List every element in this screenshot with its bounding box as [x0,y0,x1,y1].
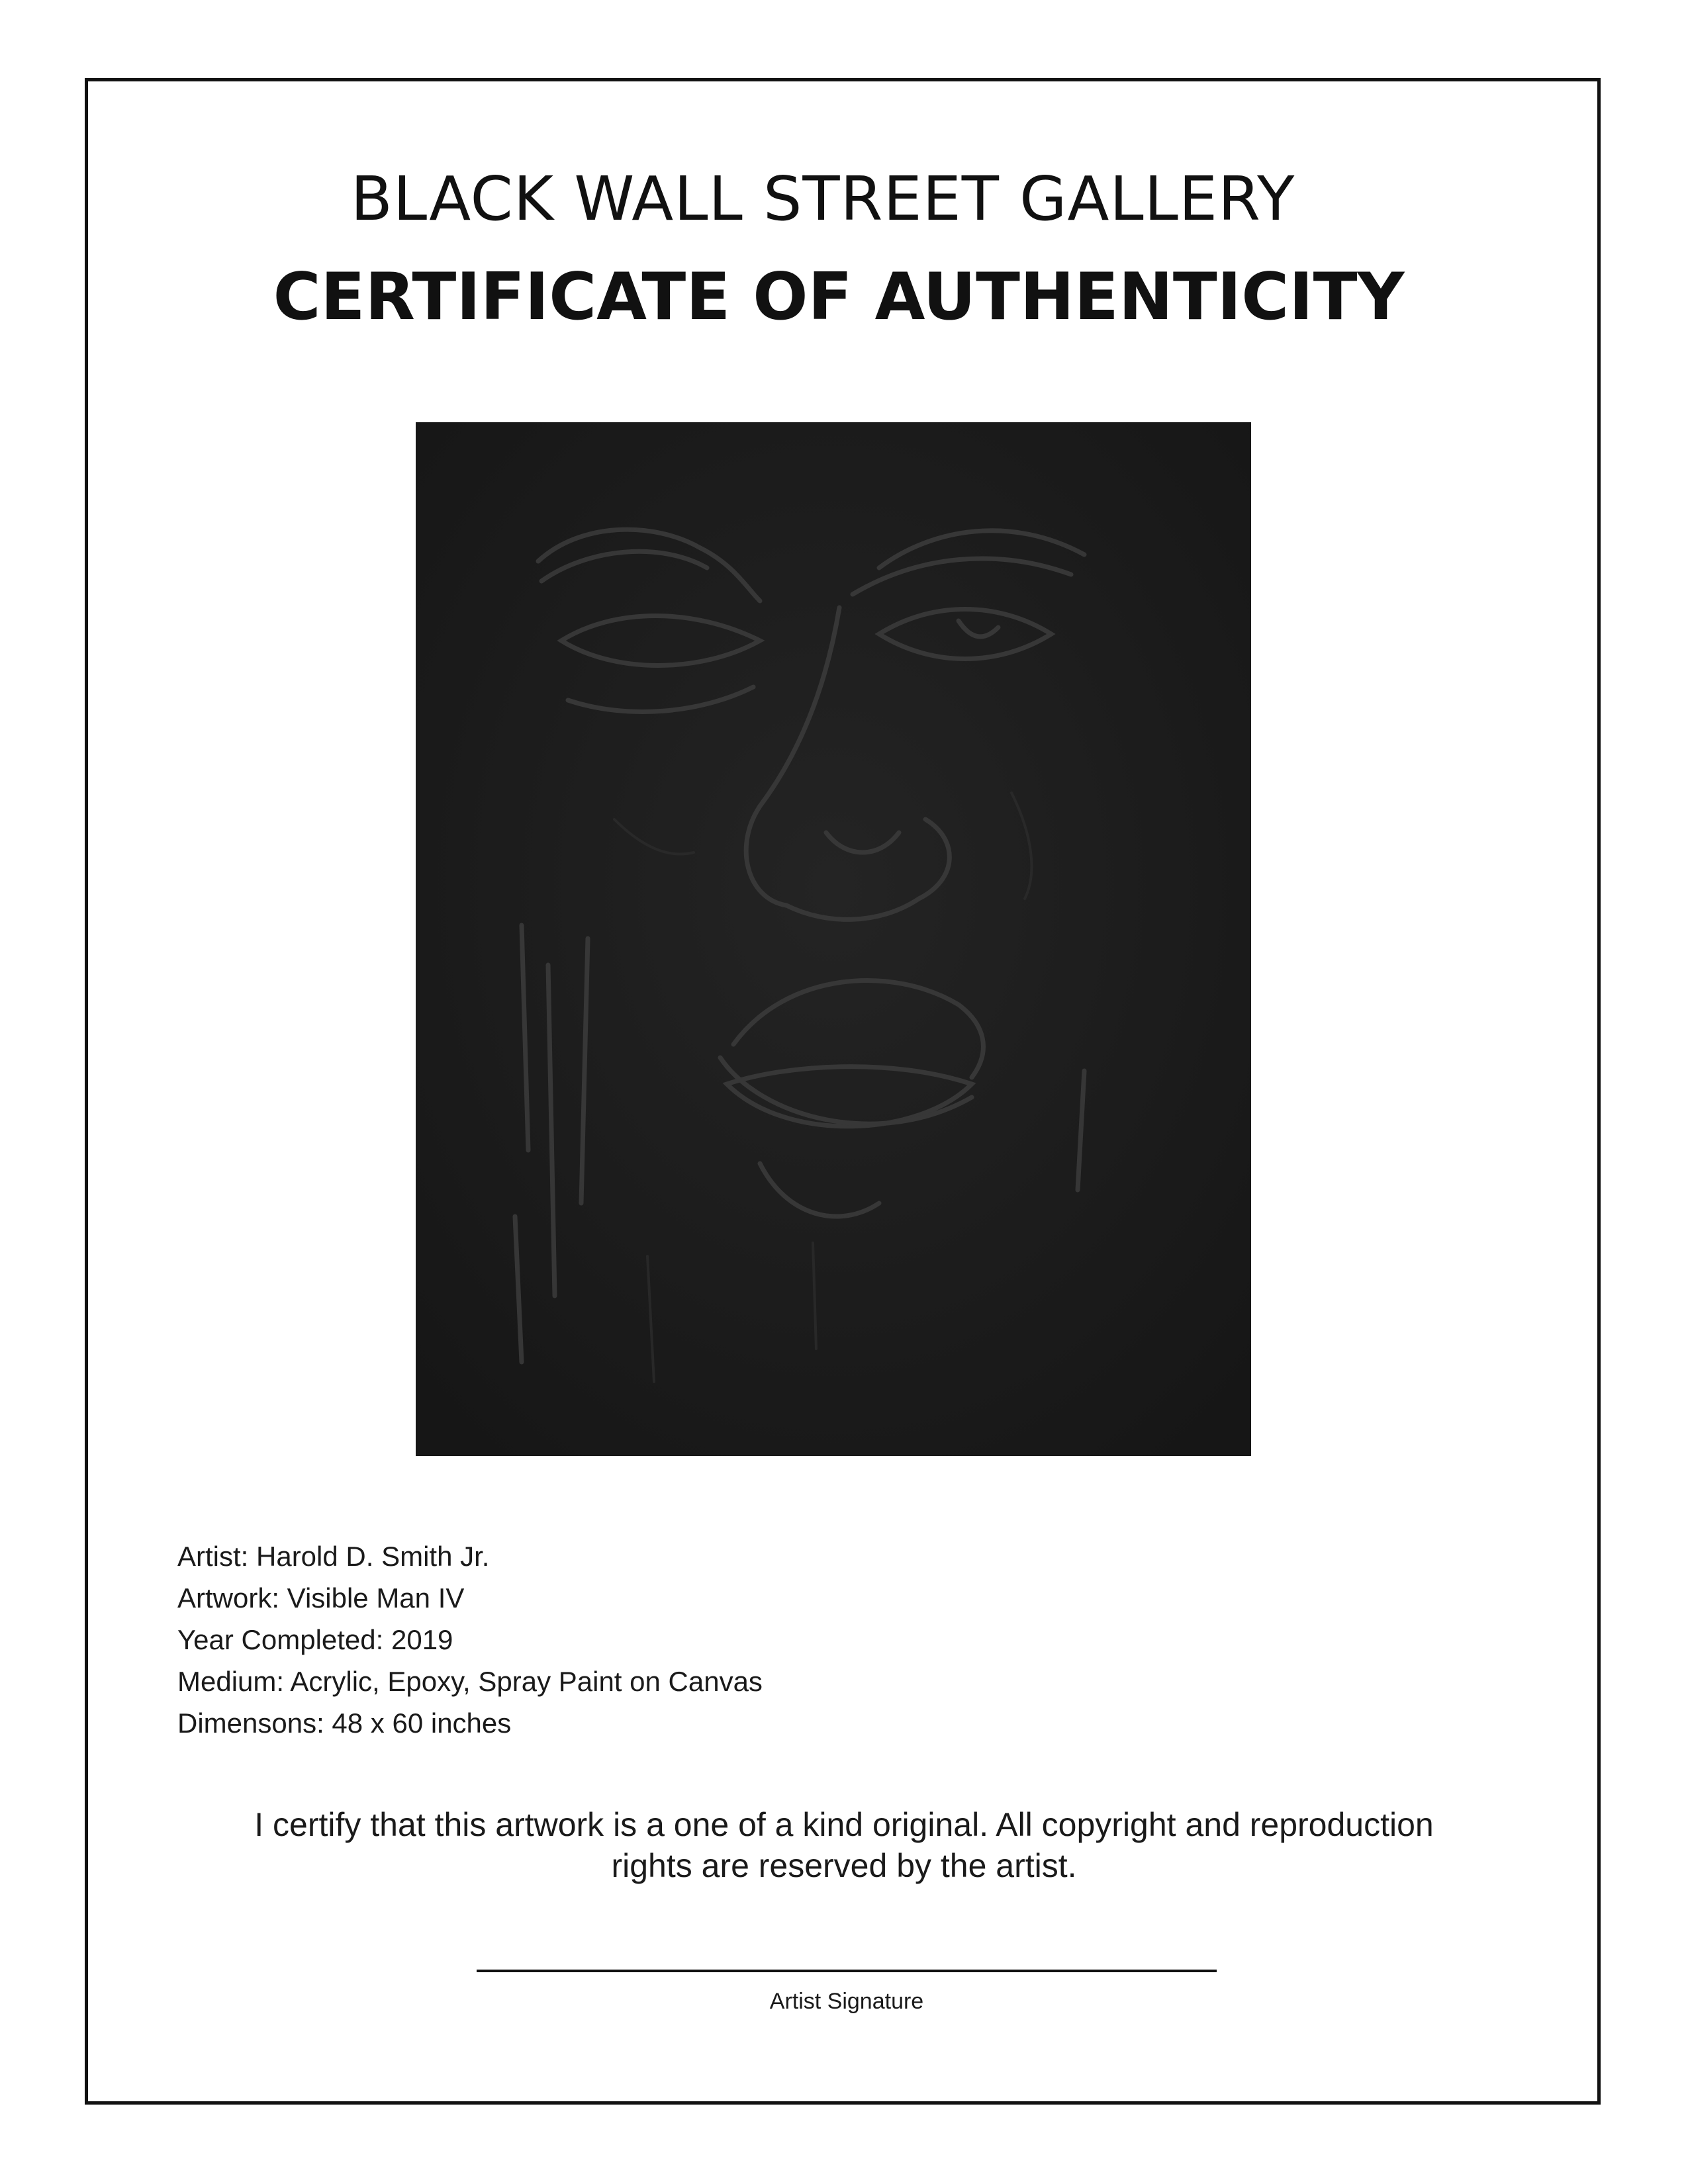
gallery-name: BLACK WALL STREET GALLERY [350,163,1295,234]
certificate-title: CERTIFICATE OF AUTHENTICITY [273,259,1405,335]
signature-line [477,1970,1217,1972]
artwork-details [177,1535,763,1744]
statement-line-1: I certify that this artwork is a one of a kind original. All copyright and reproduction [254,1806,1434,1843]
artwork-line: Artwork: Visible Man IV [177,1582,465,1614]
signature-label: Artist Signature [769,1989,924,2014]
artwork-image [416,422,1251,1456]
painting-face-icon [416,422,1251,1456]
statement-line-2: rights are reserved by the artist. [611,1847,1077,1884]
authenticity-statement [132,1804,1556,1886]
year-line: Year Completed: 2019 [177,1624,453,1655]
medium-line: Medium: Acrylic, Epoxy, Spray Paint on Canvas [177,1666,763,1697]
dimensions-line: Dimensons: 48 x 60 inches [177,1707,512,1739]
artist-line: Artist: Harold D. Smith Jr. [177,1541,490,1572]
